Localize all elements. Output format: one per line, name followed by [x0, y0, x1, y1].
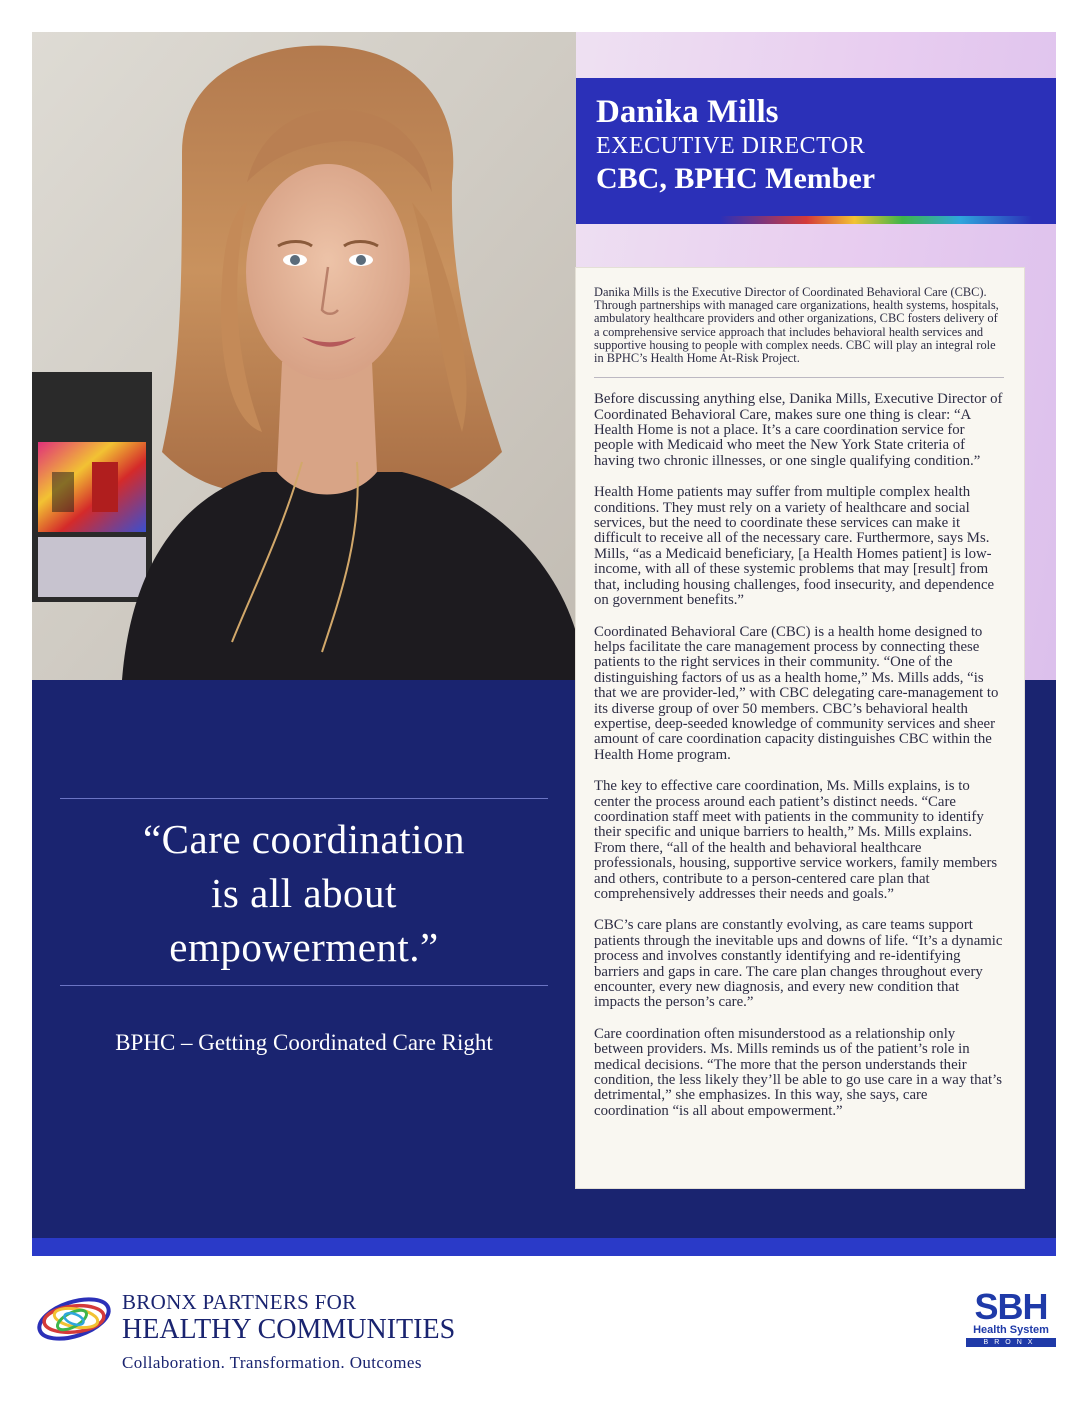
bottom-accent-stripe: [32, 1238, 1056, 1256]
quote-top-rule: [60, 798, 548, 799]
footer-slogan: Collaboration. Transformation. Outcomes: [122, 1353, 422, 1372]
footer-org-line1: BRONX PARTNERS FOR: [122, 1290, 357, 1314]
article-paragraph: Care coordination often misunderstood as a relationship only between providers. Ms. Mills reminds us of the patient’s role in medical decisions. “The more that the person understands their condition, the less likely they’ll be able to go use care in a way that’s detrimental,” she emphasizes. In this way, she says, care coordination “is all about empowerment.”: [594, 1025, 1003, 1119]
pull-quote-line: empowerment.”: [169, 924, 439, 970]
article-paragraph: Coordinated Behavioral Care (CBC) is a health home designed to helps facilitate the care management process by connecting these patients to the right services in their community. “One of the distinguishing factors of us as a health home,” Ms. Mills adds, “is that we are provider-led,” with CBC delegating care-management to its diverse group of over 50 members. CBC’s behavioral health expertise, deep-seeded knowledge of community services and sheer amount of care coordination capacity distinguishes CBC within the Health Home program.: [594, 623, 999, 763]
article-panel: [576, 268, 1024, 1188]
portrait-illustration: [32, 32, 576, 680]
article-intro: Danika Mills is the Executive Director of Coordinated Behavioral Care (CBC). Through partnerships with managed care organizations, health systems, hospitals, ambulatory healthcare providers and other organizations, CBC fosters delivery of a comprehensive service approach that includes behavioral health services and supportive housing to people with complex needs. CBC will play an integral role in BPHC’s Health Home At-Risk Project.: [594, 285, 999, 366]
profile-name: Danika Mills: [596, 94, 779, 130]
bphc-swirl-logo-icon: [32, 1290, 116, 1348]
sbh-logo-bar: BRONX: [966, 1338, 1056, 1347]
quote-tagline: BPHC – Getting Coordinated Care Right: [115, 1030, 493, 1055]
article-paragraph: Health Home patients may suffer from multiple complex health conditions. They must rely on a variety of healthcare and social services, but the need to coordinate these services can make it difficult to receive all of the necessary care. Furthermore, says Ms. Mills, “as a Medicaid beneficiary, [a Health Homes patient] is low-income, with all of these systemic problems that may [result] from that, including housing challenges, food insecurity, and dependence on government benefits.”: [594, 484, 995, 609]
pull-quote: [60, 812, 548, 974]
pull-quote-line: is all about: [211, 870, 397, 916]
sbh-logo: [966, 1286, 1056, 1348]
sbh-logo-subtitle: Health System: [973, 1324, 1049, 1336]
footer-org-line2: HEALTHY COMMUNITIES: [122, 1314, 456, 1345]
rainbow-divider: [576, 216, 1056, 224]
pull-quote-line: “Care coordination: [142, 816, 466, 862]
portrait-photo: [32, 32, 576, 680]
article-paragraph: The key to effective care coordination, Ms. Mills explains, is to center the process around each patient’s distinct needs. “Care coordination staff meet with patients in the community to identify their specific and unique barriers to health,” Ms. Mills explains. From there, “all of the health and behavioral healthcare professionals, housing, supportive service workers, family members and others, contribute to a person-centered care plan that comprehensively addresses their needs and goals.”: [594, 778, 998, 902]
article-divider: [594, 377, 1004, 378]
sbh-logo-text: SBH: [974, 1286, 1048, 1327]
title-box: [576, 78, 1056, 216]
article-paragraph: CBC’s care plans are constantly evolving, as care teams support patients through the inevitable ups and downs of life. “It’s a dynamic process and involves constantly identifying and re-identifying barriers and gaps in care. The care plan changes throughout every encounter, every new diagnosis, and every new condition that impacts the person’s care.”: [594, 917, 1003, 1011]
profile-organization: CBC, BPHC Member: [596, 162, 876, 195]
bphc-swirl-logo-graphic: [32, 1290, 116, 1348]
profile-role: EXECUTIVE DIRECTOR: [596, 133, 866, 159]
quote-bottom-rule: [60, 985, 548, 986]
article-paragraph: Before discussing anything else, Danika Mills, Executive Director of Coordinated Behavioral Care, makes sure one thing is clear: “A Health Home is not a place. It’s a care coordination service for people with Medicaid who meet the New York State criteria of having two chronic illnesses, or one single qualifying condition.”: [594, 391, 1003, 469]
